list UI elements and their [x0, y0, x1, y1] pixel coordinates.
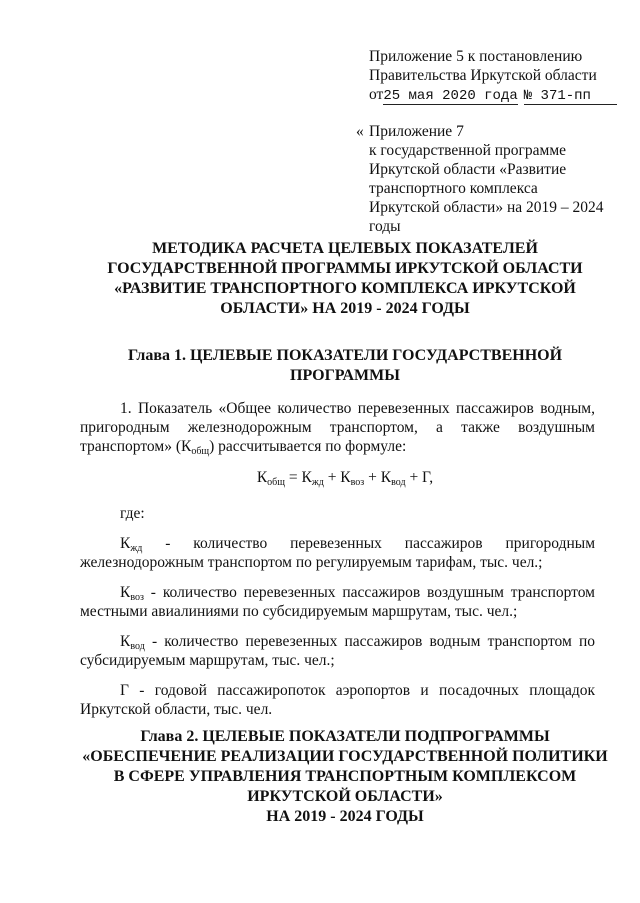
title-line: МЕТОДИКА РАСЧЕТА ЦЕЛЕВЫХ ПОКАЗАТЕЛЕЙ: [152, 240, 538, 257]
def-text: - количество перевезенных пассажиров воздушным транспортом: [143, 584, 595, 601]
appendix-line: Иркутской области» на 2019 – 2024: [369, 199, 604, 216]
def-sub: вод: [130, 641, 145, 652]
resolution-number: № 371-пп: [524, 88, 617, 105]
definition-water-line-1: [120, 632, 595, 651]
resolution-date: 25 мая 2020 года: [383, 88, 518, 104]
definition-air-line-1: [120, 583, 595, 602]
def-sub: воз: [130, 592, 144, 603]
def-k: К: [120, 584, 131, 601]
title-line: ГОСУДАРСТВЕННОЙ ПРОГРАММЫ ИРКУТСКОЙ ОБЛАСТИ: [107, 260, 583, 277]
chapter-2-line: «ОБЕСПЕЧЕНИЕ РЕАЛИЗАЦИИ ГОСУДАРСТВЕННОЙ ПОЛИТИКИ: [82, 748, 608, 765]
appendix-line: Приложение 7: [369, 123, 464, 140]
formula-part: = К: [284, 469, 312, 486]
definition-water-line-2: субсидируемым маршрутам, тыс. чел.;: [80, 652, 335, 669]
header-line-2: Правительства Иркутской области: [369, 67, 597, 84]
title-line: «РАЗВИТИЕ ТРАНСПОРТНОГО КОМПЛЕКСА ИРКУТСКОЙ: [114, 280, 576, 297]
def-sub: жд: [130, 543, 143, 554]
def-k: К: [120, 633, 131, 650]
definition-rail-line-2: железнодорожным транспортом по регулируемым тарифам, тыс. чел.;: [80, 554, 543, 571]
def-k: К: [120, 535, 131, 552]
def-text: - количество перевезенных пассажиров пригородным: [142, 535, 595, 552]
formula-part: + К: [323, 469, 351, 486]
chapter-2-heading: [80, 727, 610, 827]
chapter-1-heading: [80, 346, 610, 386]
title-line: ОБЛАСТИ» НА 2019 - 2024 ГОДЫ: [220, 300, 470, 317]
definition-rail-line-1: [120, 534, 595, 553]
formula: [80, 468, 610, 487]
appendix-line: транспортного комплекса: [369, 180, 538, 197]
item-1-subscript: общ: [191, 446, 210, 457]
item-1-line-1: 1. Показатель «Общее количество перевезенных пассажиров водным,: [120, 400, 595, 417]
formula-sub: воз: [350, 477, 365, 488]
appendix-line: годы: [369, 218, 401, 235]
item-1-line-3: [80, 437, 406, 456]
definition-air-line-2: местными авиалиниями по субсидируемым маршрутам, тыс. чел.;: [80, 603, 518, 620]
header-line-1: Приложение 5 к постановлению: [369, 48, 583, 65]
opening-quote: «: [356, 123, 364, 140]
chapter-2-line: Глава 2. ЦЕЛЕВЫЕ ПОКАЗАТЕЛИ ПОДПРОГРАММЫ: [140, 728, 550, 745]
resolution-header: [369, 47, 619, 105]
chapter-2-line: ИРКУТСКОЙ ОБЛАСТИ»: [247, 788, 443, 805]
formula-sub: вод: [391, 477, 406, 488]
appendix-7-header: [369, 122, 619, 236]
appendix-line: к государственной программе: [369, 142, 567, 159]
chapter-2-line: В СФЕРЕ УПРАВЛЕНИЯ ТРАНСПОРТНЫМ КОМПЛЕКСОМ: [113, 768, 577, 785]
definition-airports-line-2: Иркутской области, тыс. чел.: [80, 701, 273, 718]
header-from-label: от: [369, 86, 384, 103]
appendix-line: Иркутской области «Развитие: [369, 161, 567, 178]
item-1-text-rest: ) рассчитывается по формуле:: [209, 438, 407, 455]
def-text: - количество перевезенных пассажиров водным транспортом по: [144, 633, 595, 650]
chapter-2-line: НА 2019 - 2024 ГОДЫ: [266, 808, 424, 825]
header-line-3: [369, 85, 619, 105]
chapter-1-line: ПРОГРАММЫ: [290, 367, 400, 384]
formula-part: + К: [364, 469, 392, 486]
formula-sub: жд: [311, 477, 324, 488]
item-1-text: транспортом» (К: [80, 438, 192, 455]
definition-airports-line-1: Г - годовой пассажиропоток аэропортов и посадочных площадок: [120, 682, 595, 699]
formula-part: + Г,: [405, 469, 434, 486]
formula-k: К: [256, 469, 268, 486]
where-label: где:: [120, 505, 145, 522]
item-1-line-2: пригородным железнодорожным транспортом, а также воздушным: [80, 419, 595, 436]
chapter-1-line: Глава 1. ЦЕЛЕВЫЕ ПОКАЗАТЕЛИ ГОСУДАРСТВЕННОЙ: [127, 347, 563, 364]
formula-sub: общ: [267, 477, 285, 488]
document-title: [80, 239, 610, 319]
